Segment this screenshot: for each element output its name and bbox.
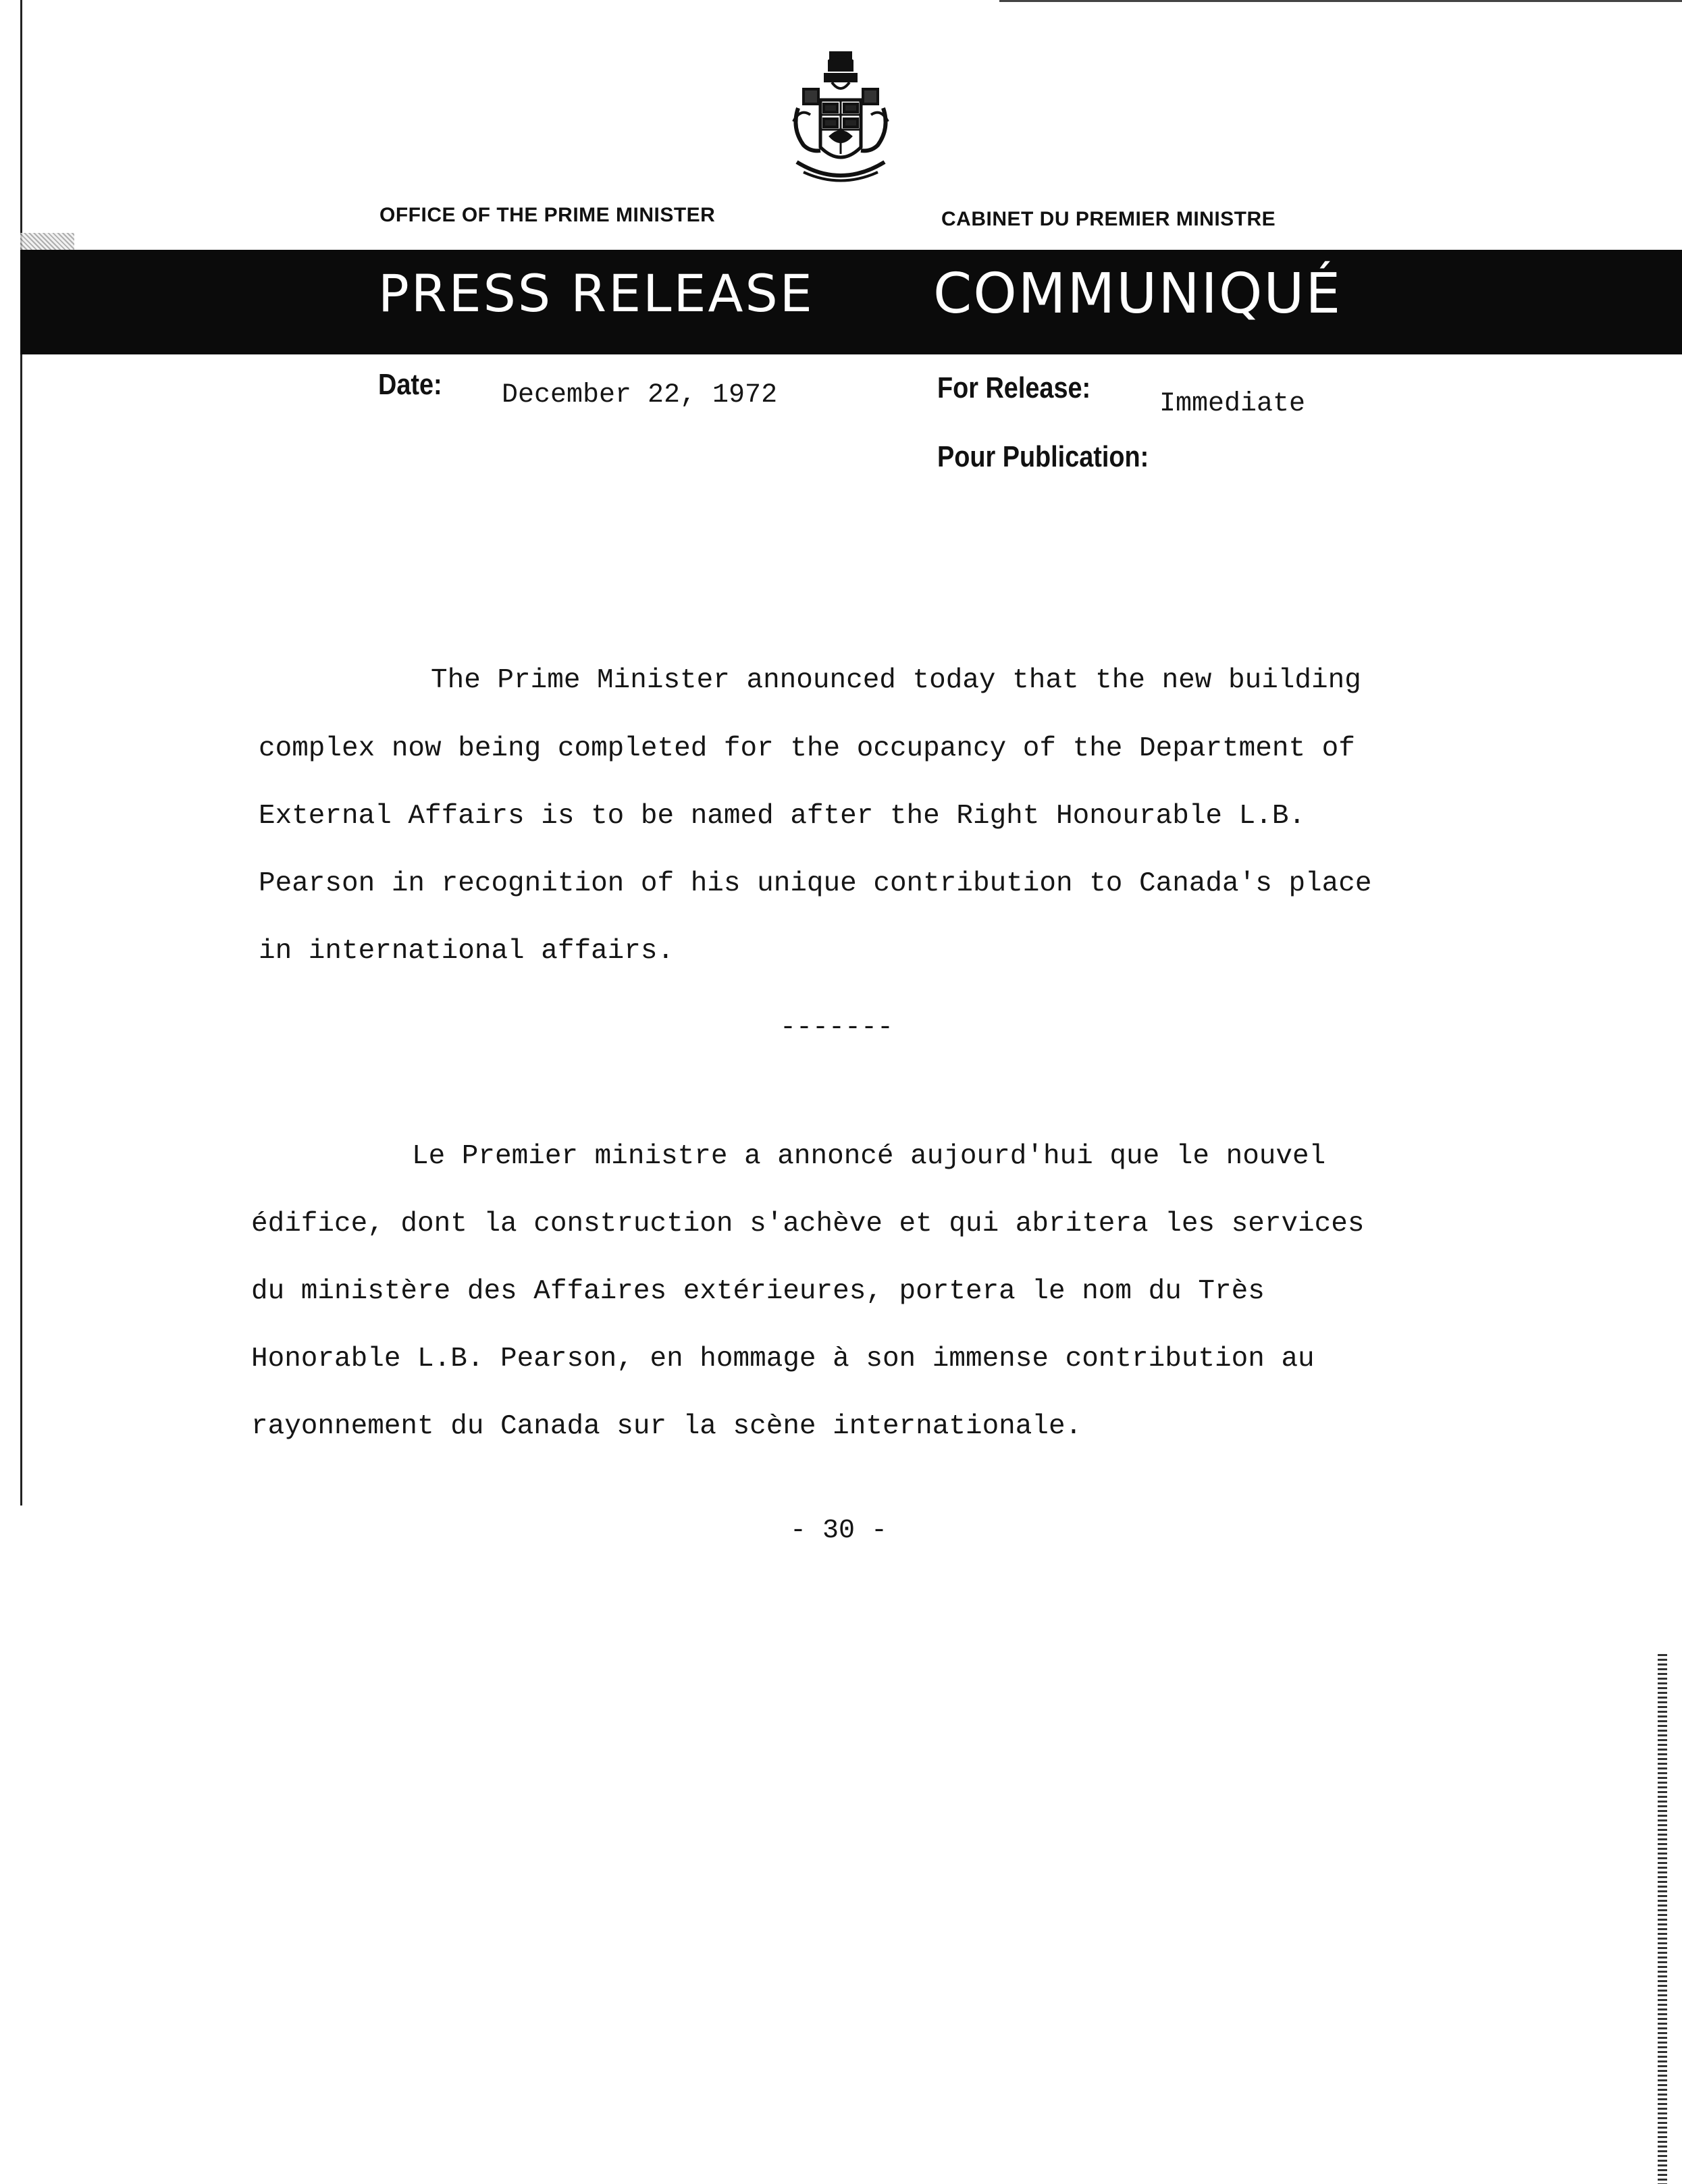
coat-of-arms-icon	[783, 47, 898, 192]
french-line: Honorable L.B. Pearson, en hommage à son immense contribution au	[251, 1343, 1315, 1375]
page-edge-right	[1658, 1654, 1667, 2184]
press-release-banner	[20, 250, 1682, 354]
release-label: For Release:	[937, 371, 1091, 404]
date-value: December 22, 1972	[502, 380, 778, 410]
office-english: OFFICE OF THE PRIME MINISTER	[379, 204, 716, 226]
page-edge-left	[20, 0, 22, 1506]
release-value: Immediate	[1159, 389, 1306, 419]
publication-label: Pour Publication:	[937, 440, 1149, 473]
date-label: Date:	[378, 368, 442, 401]
english-line: complex now being completed for the occupancy of the Department of	[259, 733, 1355, 764]
english-line: External Affairs is to be named after the Right Honourable L.B.	[259, 801, 1306, 832]
english-line: in international affairs.	[259, 936, 675, 967]
french-line: rayonnement du Canada sur la scène internationale.	[251, 1411, 1082, 1442]
banner-title-french: COMMUNIQUÉ	[933, 262, 1342, 326]
page-edge-top	[999, 0, 1682, 2]
english-line: The Prime Minister announced today that the new building	[431, 665, 1361, 696]
office-french: CABINET DU PREMIER MINISTRE	[941, 208, 1276, 230]
section-divider: -------	[780, 1013, 894, 1043]
french-line: Le Premier ministre a annoncé aujourd'hui que le nouvel	[412, 1141, 1326, 1172]
page-end-marker: - 30 -	[790, 1516, 888, 1546]
french-line: édifice, dont la construction s'achève et qui abritera les services	[251, 1208, 1365, 1240]
banner-title-english: PRESS RELEASE	[378, 263, 814, 323]
english-line: Pearson in recognition of his unique contribution to Canada's place	[259, 868, 1372, 899]
french-line: du ministère des Affaires extérieures, portera le nom du Très	[251, 1276, 1265, 1307]
